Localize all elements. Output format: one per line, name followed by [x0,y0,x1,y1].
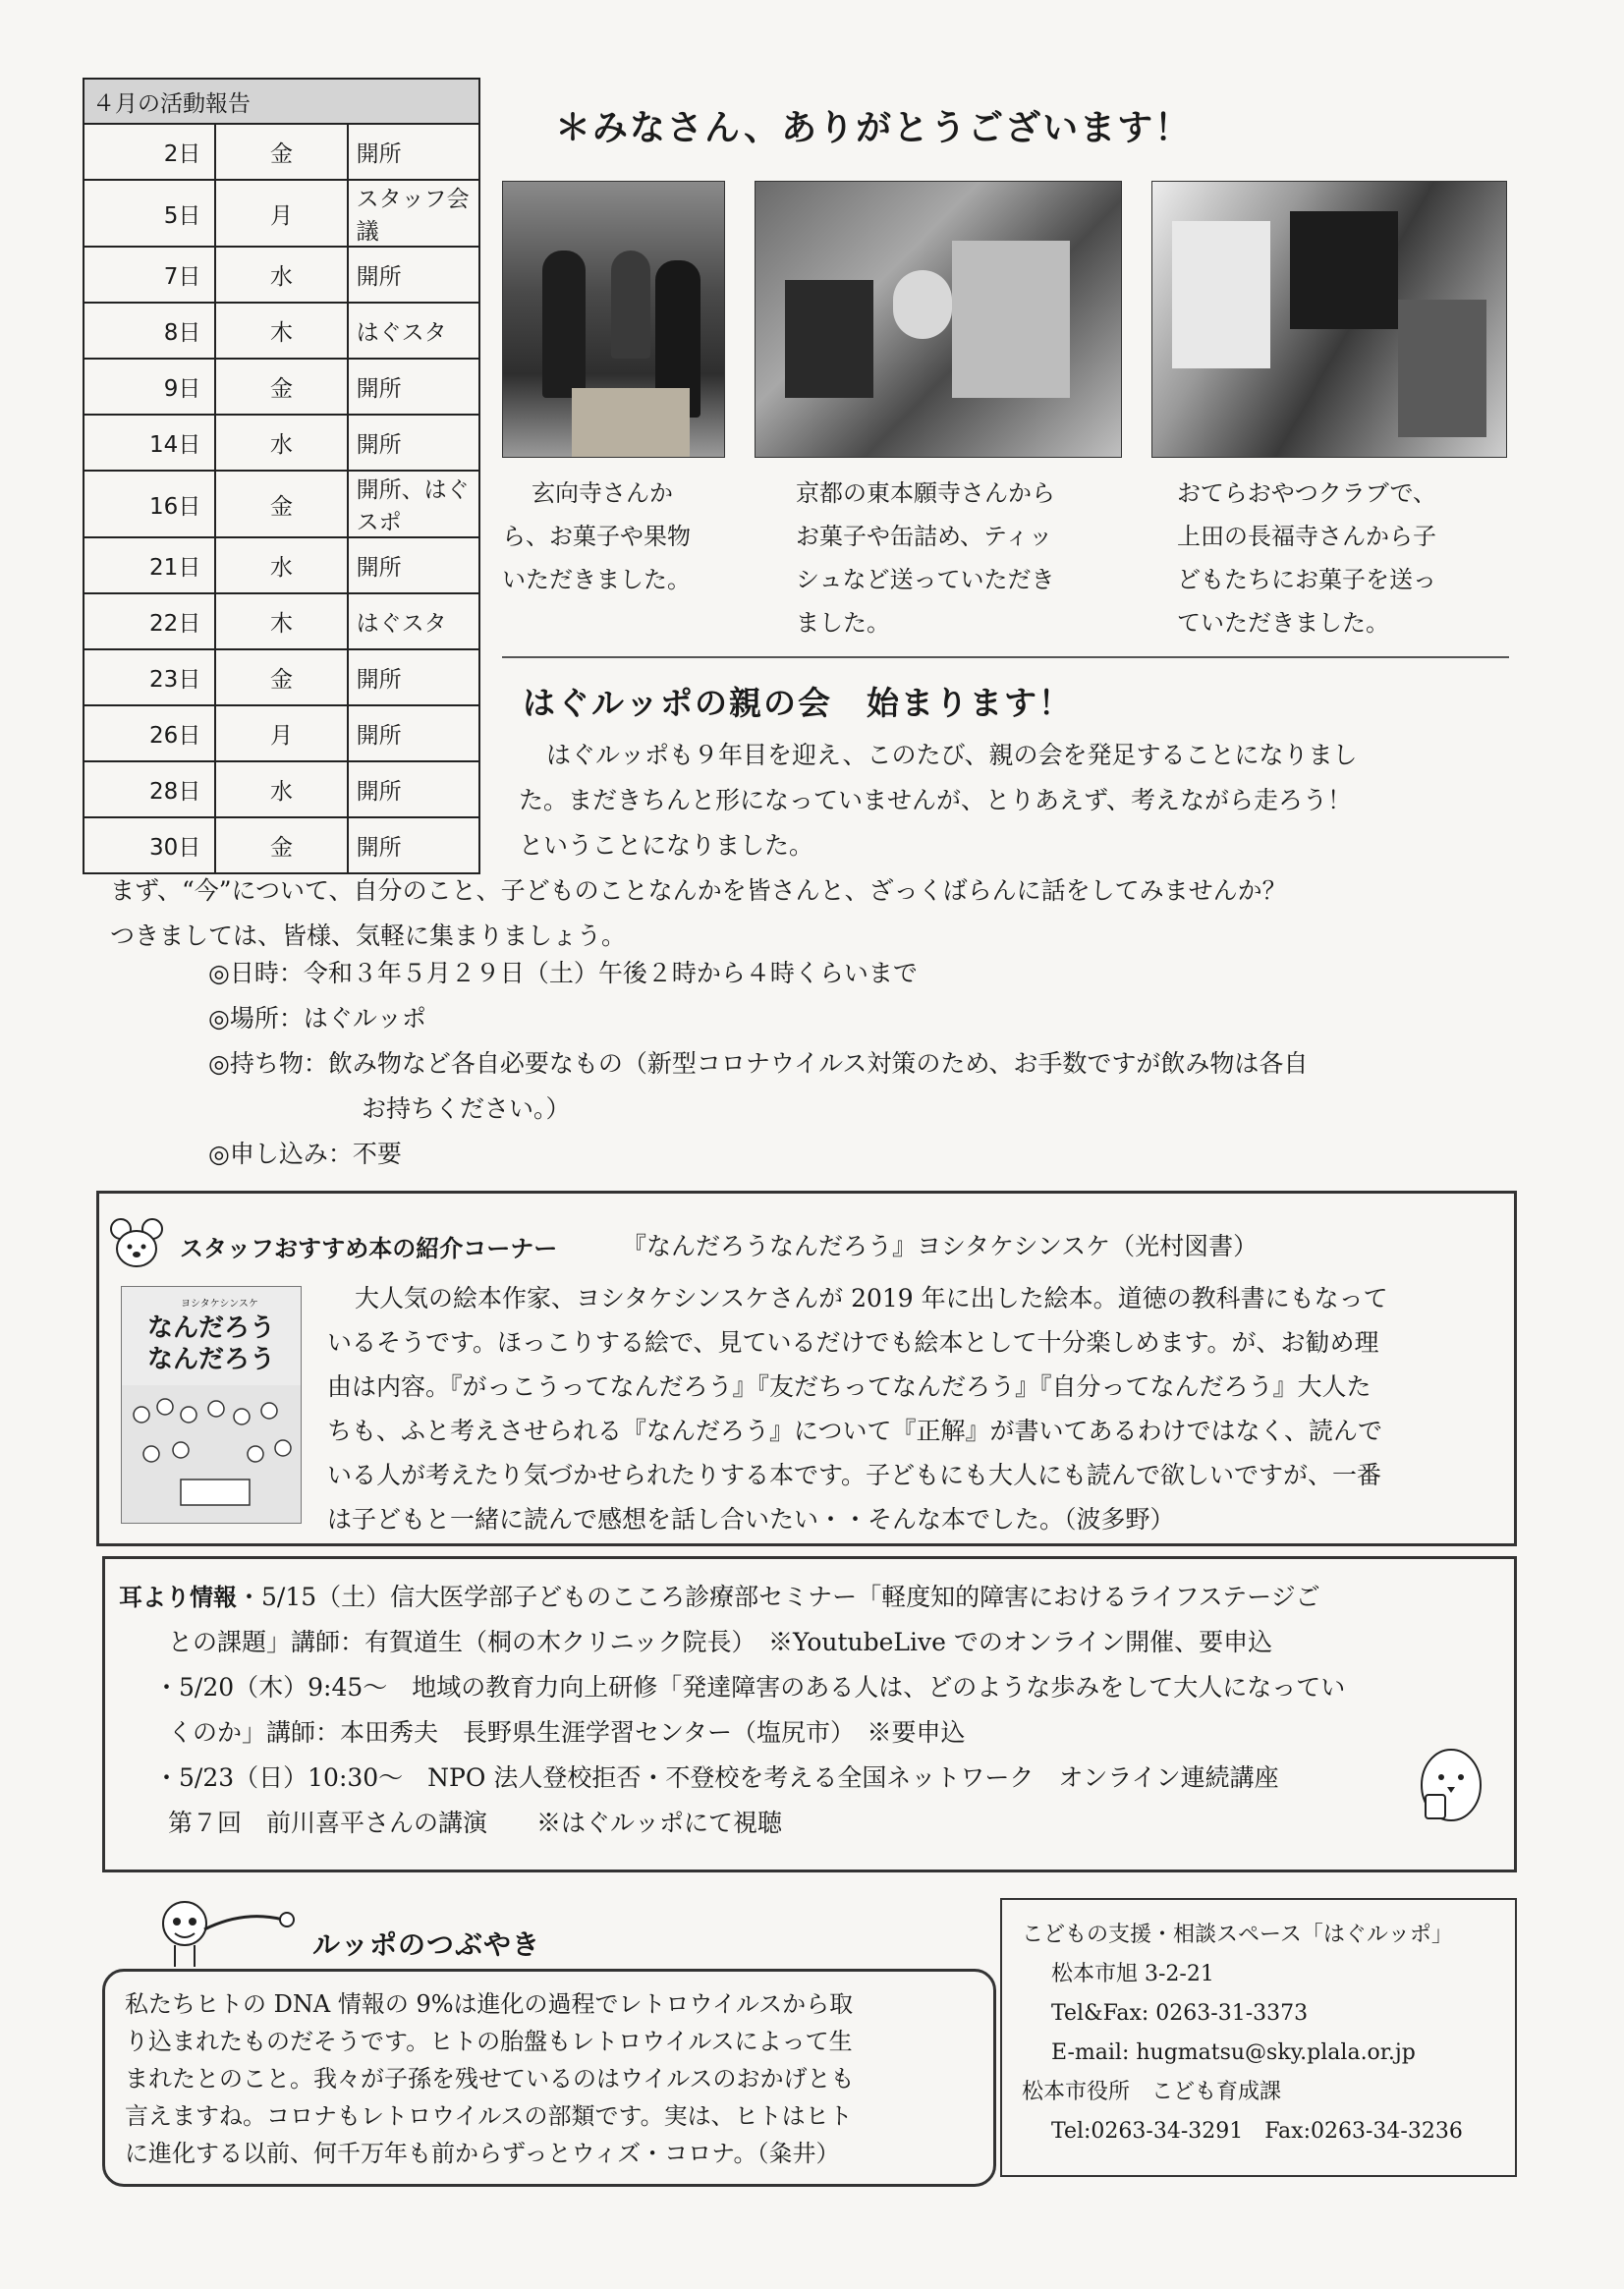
activity-weekday: 金 [215,359,347,415]
caption-line: 玄向寺さんか [532,479,673,507]
activity-weekday: 月 [215,705,347,761]
activity-weekday: 木 [215,303,347,359]
book-corner-box [96,1191,1517,1546]
activity-row [84,180,479,247]
activity-row [84,817,479,873]
activity-weekday: 水 [215,761,347,817]
contact-box [1000,1898,1517,2177]
activity-body [84,124,479,873]
caption-line: シュなど送っていただき [796,566,1055,593]
info-line: くのか」講師：本田秀夫 長野県生涯学習センター（塩尻市） ※要申込 [168,1718,966,1747]
caption-line: どもたちにお菓子を送っ [1177,566,1436,593]
contact-address: 松本市旭 3-2-21 [1051,1962,1214,1986]
photo-genkoji [502,181,725,458]
parents-line: はぐルッポも９年目を迎え、このたび、親の会を発足することになりまし [546,741,1358,769]
activity-event: 開所 [348,247,479,303]
caption-higashi-honganji [796,472,1120,644]
caption-line: おてらおやつクラブで、 [1177,479,1436,507]
tsubuyaki-line: 言えますね。コロナもレトロウイルスの部類です。実は、ヒトはヒト [125,2102,853,2130]
caption-line: 京都の東本願寺さんから [796,479,1055,507]
photo-chofukuji [1151,181,1507,458]
caption-genkoji [502,472,728,601]
activity-event: 開所 [348,359,479,415]
activity-row [84,415,479,471]
activity-event: 開所 [348,537,479,593]
mouse-mascot-icon [107,1215,166,1274]
detail-date: ◎日時：令和３年５月２９日（土）午後２時から４時くらいまで [208,959,918,987]
activity-event: 開所 [348,124,479,180]
tsubuyaki-text [125,1985,980,2172]
info-box [102,1556,1517,1872]
activity-day: 2日 [84,124,215,180]
activity-event: はぐスタ [348,303,479,359]
activity-weekday: 金 [215,817,347,873]
activity-weekday: 月 [215,180,347,247]
book-review-line: いる人が考えたり気づかせられたりする本です。子どもにも大人にも読んで欲しいですが、一番 [327,1461,1382,1489]
activity-weekday: 水 [215,415,347,471]
book-cover [121,1286,302,1524]
activity-day: 26日 [84,705,215,761]
activity-day: 8日 [84,303,215,359]
activity-day: 9日 [84,359,215,415]
activity-day: 14日 [84,415,215,471]
book-review-line: いるそうです。ほっこりする絵で、見ているだけでも絵本として十分楽しめます。が、お勧め理 [327,1328,1379,1357]
caption-line: いただきました。 [502,566,691,593]
book-cover-illustration [122,1385,301,1523]
activity-row [84,247,479,303]
activity-row [84,593,479,649]
parents-line: ということになりました。 [519,831,814,860]
photo-higashi-honganji [755,181,1122,458]
contact-tel: Tel&Fax: 0263-31-3373 [1051,2001,1309,2026]
activity-weekday: 金 [215,124,347,180]
activity-event: 開所 [348,705,479,761]
activity-row [84,705,479,761]
parents-title: はぐルッポの親の会 始まります！ [523,684,1073,722]
book-review-line: 由は内容。『がっこうってなんだろう』『友だちってなんだろう』『自分ってなんだろう』大人た [327,1372,1372,1401]
info-lines [119,1575,1504,1846]
tsubuyaki-title: ルッポのつぶやき [312,1928,541,1961]
bird-mascot-icon [1412,1738,1488,1826]
info-line: 第７回 前川喜平さんの講演 ※はぐルッポにて視聴 [168,1809,783,1837]
activity-row [84,359,479,415]
contact-lines [1022,1916,1503,2151]
activity-weekday: 木 [215,593,347,649]
activity-day: 28日 [84,761,215,817]
activity-row [84,124,479,180]
activity-weekday: 水 [215,247,347,303]
caption-line: お菓子や缶詰め、ティッ [796,523,1053,550]
detail-place: ◎場所：はぐルッポ [208,1004,426,1033]
info-line: との課題」講師：有賀道生（桐の木クリニック院長） ※YoutubeLive でのオンライン開催、要申込 [168,1628,1273,1656]
caption-line: ました。 [796,609,890,637]
tsubuyaki-line: まれたとのこと。我々が子孫を残せているのはウイルスのおかげとも [125,2065,855,2093]
activity-header: ４月の活動報告 [84,79,479,124]
activity-row [84,537,479,593]
activity-event: 開所 [348,761,479,817]
book-corner-title: スタッフおすすめ本の紹介コーナー [180,1235,558,1262]
tsubuyaki-line: 私たちヒトの DNA 情報の 9%は進化の過程でレトロウイルスから取 [125,1990,854,2018]
activity-day: 7日 [84,247,215,303]
thanks-title: ＊みなさん、ありがとうございます！ [555,108,1193,148]
tsubuyaki-line: に進化する以前、何千万年も前からずっとウィズ・コロナ。（粂井） [125,2140,840,2167]
activity-day: 16日 [84,471,215,537]
caption-line: 上田の長福寺さんから子 [1177,523,1436,550]
tsubuyaki-line: り込まれたものだそうです。ヒトの胎盤もレトロウイルスによって生 [125,2028,853,2055]
monkey-mascot-icon [155,1890,303,1969]
activity-day: 23日 [84,649,215,705]
book-title: 『なんだろうなんだろう』ヨシタケシンスケ（光村図書） [622,1232,1259,1260]
activity-row [84,303,479,359]
contact-name: こどもの支援・相談スペース「はぐルッポ」 [1022,1923,1453,1947]
info-line: ・5/23（日）10:30～ NPO 法人登校拒否・不登校を考える全国ネットワーク オンライン連続講座 [154,1763,1279,1792]
parents-line: つきましては、皆様、気軽に集まりましょう。 [110,921,627,950]
activity-row [84,471,479,537]
activity-day: 22日 [84,593,215,649]
activity-event: 開所 [348,415,479,471]
detail-belongings-cont: お持ちください。） [362,1094,571,1123]
book-review [327,1276,1506,1541]
activity-event: 開所、はぐスポ [348,471,479,537]
activity-day: 30日 [84,817,215,873]
section-divider [502,656,1509,658]
detail-belongings: ◎持ち物：飲み物など各自必要なもの（新型コロナウイルス対策のため、お手数ですが飲み物は各自 [208,1049,1309,1078]
contact-office: 松本市役所 こども育成課 [1022,2080,1282,2104]
detail-application: ◎申し込み：不要 [208,1140,402,1168]
activity-table [83,78,480,874]
info-label: 耳より情報 [119,1584,237,1611]
parents-details [208,951,1515,1177]
activity-weekday: 金 [215,649,347,705]
book-review-line: は子どもと一緒に読んで感想を話し合いたい・・そんな本でした。（波多野） [327,1505,1175,1534]
activity-row [84,761,479,817]
activity-weekday: 金 [215,471,347,537]
caption-line: ら、お菓子や果物 [502,523,691,550]
activity-weekday: 水 [215,537,347,593]
book-review-line: ちも、ふと考えさせられる『なんだろう』について『正解』が書いてあるわけではなく、読んで [327,1417,1383,1445]
book-cover-title: なんだろう なんだろう [146,1313,275,1374]
activity-event: 開所 [348,649,479,705]
caption-line: ていただきました。 [1177,609,1389,637]
activity-day: 5日 [84,180,215,247]
activity-header-row [84,79,479,124]
activity-day: 21日 [84,537,215,593]
activity-event: はぐスタ [348,593,479,649]
book-cover-author: ヨシタケシンスケ [181,1299,258,1310]
parents-line: まず、“今”について、自分のこと、子どものことなんかを皆さんと、ざっくばらんに話をしてみませんか？ [110,876,1287,905]
contact-office-tel: Tel:0263-34-3291 Fax:0263-34-3236 [1051,2119,1463,2144]
activity-event: スタッフ会議 [348,180,479,247]
book-review-line: 大人気の絵本作家、ヨシタケシンスケさんが 2019 年に出した絵本。道徳の教科書にもなって [355,1284,1388,1312]
tsubuyaki-box [102,1969,996,2187]
info-line: ・5/15（土）信大医学部子どものこころ診療部セミナー「軽度知的障害におけるライフステージご [237,1583,1320,1611]
parents-intro [519,733,1511,868]
activity-row [84,649,479,705]
caption-chofukuji [1177,472,1501,644]
parents-body [110,868,1515,959]
contact-email: E-mail: hugmatsu@sky.plala.or.jp [1051,2040,1416,2065]
parents-line: た。まだきちんと形になっていませんが、とりあえず、考えながら走ろう！ [519,786,1353,814]
activity-event: 開所 [348,817,479,873]
info-line: ・5/20（木）9:45～ 地域の教育力向上研修「発達障害のある人は、どのような歩みをして大人になってい [154,1673,1346,1702]
